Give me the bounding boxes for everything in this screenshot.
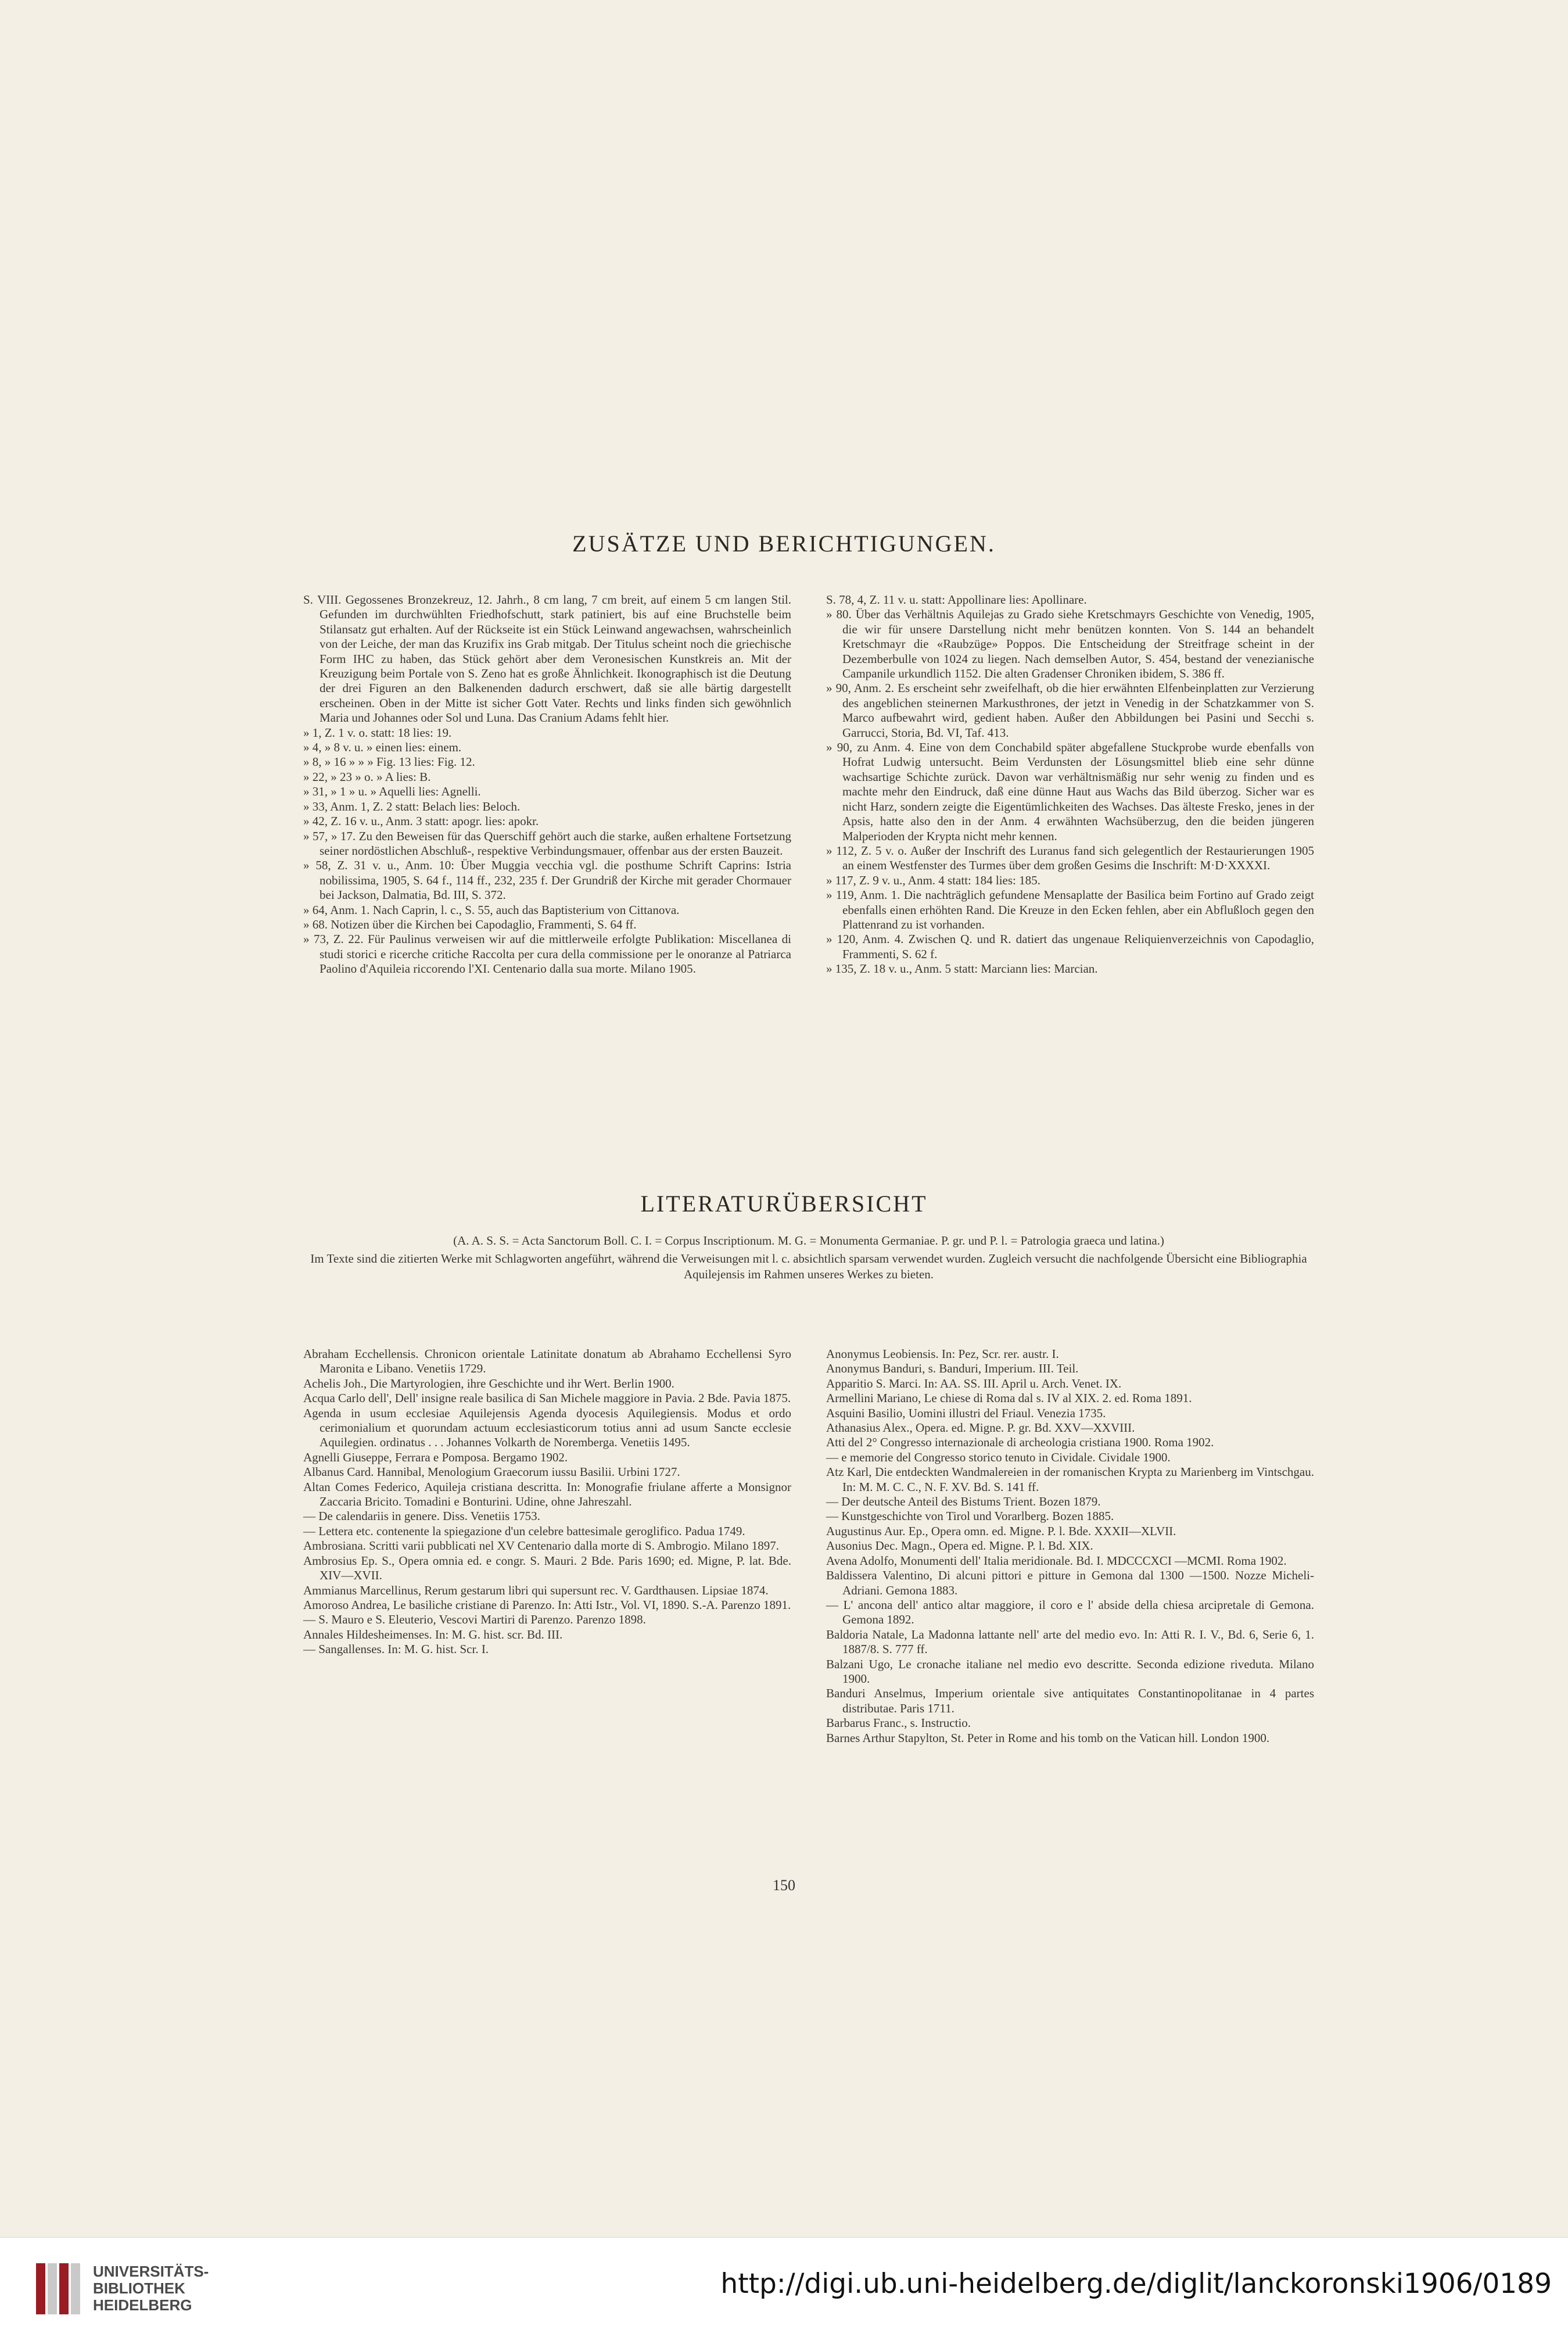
correction-entry: S. VIII. Gegossenes Bronzekreuz, 12. Jahrh., 8 cm lang, 7 cm breit, auf einem 5 cm langen Stil. Gefunden im durchwühlten Friedhofschutt, stark patiniert, bis auf eine Bruchstelle beim Stilansatz gut erhalten. Auf der Rückseite ist ein Stück Leinwand angewachsen, wahrscheinlich von der Leiche, der man das Kruzifix ins Grab mitgab. Der Titulus scheint noch die griechische Form IHC zu haben, das Stück gehört aber dem Veronesischen Kunstkreis an. Mit der Kreuzigung beim Portale von S. Zeno hat es große Ähnlichkeit. Ikonographisch ist die Deutung der drei Figuren an den Balkenenden dadurch erschwert, daß sie alle bärtig dargestellt erscheinen. Oben in der Mitte ist sicher Gott Vater. Rechts und links finden sich gewöhnlich Maria und Johannes oder Sol und Luna. Das Cranium Adams fehlt hier.: [303, 593, 791, 725]
bibliography-entry: — Kunstgeschichte von Tirol und Vorarlberg. Bozen 1885.: [826, 1509, 1114, 1524]
introduction-text: Im Texte sind die zitierten Werke mit Schlagworten angeführt, während die Verweisungen mit l. c. absichtlich sparsam verwendet wurden. Zugleich versucht die nachfolgende Übersicht eine Bibliographia Aquilejensis im Rahmen unseres Werkes zu bieten.: [310, 1252, 1307, 1281]
bibliography-entry: Athanasius Alex., Opera. ed. Migne. P. gr. Bd. XXV—XXVIII.: [826, 1421, 1135, 1435]
bibliography-entry: Ambrosius Ep. S., Opera omnia ed. e congr. S. Mauri. 2 Bde. Paris 1690; ed. Migne, P. lat. Bde. XIV—XVII.: [303, 1553, 791, 1583]
bibliography-entry: Baldissera Valentino, Di alcuni pittori e pitture in Gemona dal 1300 —1500. Nozze Micheli-Adriani. Gemona 1883.: [826, 1568, 1314, 1597]
bibliography-entry: — De calendariis in genere. Diss. Venetiis 1753.: [303, 1509, 540, 1524]
bibliography-entry: Barbarus Franc., s. Instructio.: [826, 1716, 971, 1730]
correction-entry: » 22, » 23 » o. » A lies: B.: [303, 769, 431, 784]
bibliography-entry: Barnes Arthur Stapylton, St. Peter in Rome and his tomb on the Vatican hill. London 1900.: [826, 1730, 1270, 1745]
bibliography-entry: Agnelli Giuseppe, Ferrara e Pomposa. Bergamo 1902.: [303, 1450, 568, 1464]
correction-entry: » 117, Z. 9 v. u., Anm. 4 statt: 184 lies: 185.: [826, 873, 1040, 887]
correction-entry: » 120, Anm. 4. Zwischen Q. und R. datiert das ungenaue Reliquienverzeichnis von Capodaglio, Frammenti, S. 62 f.: [826, 932, 1314, 961]
correction-entry: » 90, zu Anm. 4. Eine von dem Conchabild später abgefallene Stuckprobe wurde ebenfalls von Hofrat Ludwig untersucht. Beim Verdunsten der Lösungsmittel blieb eine sehr dünne wachsartige Schichte zurück. Davon war verhältnismäßig nur sehr wenig zu finden und es machte mehr den Eindruck, daß eine dünne Haut aus Wachs das Bild überzog. Sicher war es nicht Harz, sondern zeigte die Eigentümlichkeiten des Wachses. Das älteste Fresko, jenes in der Apsis, hatte also den in der Anm. 4 erwähnten Wachsüberzug, den die beiden jüngeren Malperioden der Krypta nicht mehr kennen.: [826, 740, 1314, 843]
bibliography-entry: Apparitio S. Marci. In: AA. SS. III. April u. Arch. Venet. IX.: [826, 1376, 1122, 1390]
correction-entry: » 42, Z. 16 v. u., Anm. 3 statt: apogr. lies: apokr.: [303, 814, 539, 829]
correction-entry: » 64, Anm. 1. Nach Caprin, l. c., S. 55, auch das Baptisterium von Cittanova.: [303, 902, 680, 917]
bibliography-entry: — Lettera etc. contenente la spiegazione d'un celebre battesimale geroglifico. Padua 1749.: [303, 1524, 745, 1538]
correction-entry: » 119, Anm. 1. Die nachträglich gefundene Mensaplatte der Basilica beim Fortino auf Grado zeigt ebenfalls einen erhöhten Rand. Die Kreuze in den Ecken fehlen, aber ein Abflußloch gegen den Plattenrand zu ist vorhanden.: [826, 888, 1314, 931]
corrections-heading: ZUSÄTZE UND BERICHTIGUNGEN.: [572, 531, 996, 557]
correction-entry: » 58, Z. 31 v. u., Anm. 10: Über Muggia vecchia vgl. die posthume Schrift Caprins: Istria nobilissima, 1905, S. 64 f., 114 ff., 232, 235 f. Der Grundriß der Kirche mit gerader Chormauer bei Jackson, Dalmatia, Bd. III, S. 372.: [303, 858, 791, 902]
correction-entry: » 90, Anm. 2. Es erscheint sehr zweifelhaft, ob die hier erwähnten Elfenbeinplatten zur Verzierung des angeblichen steinernen Markusthrones, der jetzt in Venedig in der Schatzkammer von S. Marco aufbewahrt wird, gedient haben. Außer den Abbildungen bei Pasini und Secchi s. Garrucci, Storia, Bd. VI, Taf. 413.: [826, 681, 1314, 740]
bibliography-entry: Atz Karl, Die entdeckten Wandmalereien in der romanischen Krypta zu Marienberg im Vintschgau. In: M. M. C. C., N. F. XV. Bd. S. 141 ff.: [826, 1465, 1314, 1494]
literature-left-column: [303, 1347, 791, 1657]
corrections-right-column: [826, 593, 1314, 977]
abbreviations-note: (A. A. S. S. = Acta Sanctorum Boll. C. I. = Corpus Inscriptionum. M. G. = Monumenta Germaniae. P. gr. und P. l. = Patrologia graeca und latina.): [453, 1234, 1164, 1248]
correction-entry: » 73, Z. 22. Für Paulinus verweisen wir auf die mittlerweile erfolgte Publikation: Miscellanea di studi storici e ricerche critiche Raccolta per cura della commissione per le onoranze al Patriarca Paolino d'Aquileia riccorendo l'XI. Centenario dalla sua morte. Milano 1905.: [303, 932, 791, 976]
bibliography-entry: Abraham Ecchellensis. Chronicon orientale Latinitate donatum ab Abrahamo Ecchellensi Syro Maronita e Libano. Venetiis 1729.: [303, 1347, 791, 1376]
corrections-left-column: [303, 593, 791, 977]
bibliography-entry: — Der deutsche Anteil des Bistums Trient. Bozen 1879.: [826, 1494, 1101, 1509]
library-footer: [0, 2237, 1568, 2344]
bibliography-entry: Acqua Carlo dell', Dell' insigne reale basilica di San Michele maggiore in Pavia. 2 Bde. Pavia 1875.: [303, 1391, 791, 1406]
bibliography-entry: — L' ancona dell' antico altar maggiore, il coro e l' abside della chiesa arcipretale di Gemona. Gemona 1892.: [826, 1597, 1314, 1627]
correction-entry: » 135, Z. 18 v. u., Anm. 5 statt: Marciann lies: Marcian.: [826, 962, 1098, 976]
literature-right-column: [826, 1347, 1314, 1746]
library-name-line: BIBLIOTHEK: [93, 2280, 185, 2297]
bibliography-entry: Balzani Ugo, Le cronache italiane nel medio evo descritte. Seconda edizione riveduta. Milano 1900.: [826, 1657, 1314, 1686]
bibliography-entry: Asquini Basilio, Uomini illustri del Friaul. Venezia 1735.: [826, 1406, 1106, 1420]
correction-entry: » 4, » 8 v. u. » einen lies: einem.: [303, 740, 462, 755]
correction-entry: » 57, » 17. Zu den Beweisen für das Querschiff gehört auch die starke, außen erhaltene Fortsetzung seiner nordöstlichen Abschluß-, respektive Verbindungsmauer, offenbar aus der ersten Bauzeit.: [303, 829, 791, 858]
correction-entry: » 33, Anm. 1, Z. 2 statt: Belach lies: Beloch.: [303, 799, 521, 813]
page-number: 150: [773, 1877, 795, 1894]
literature-heading: LITERATURÜBERSICHT: [640, 1191, 928, 1217]
bibliography-entry: — Sangallenses. In: M. G. hist. Scr. I.: [303, 1642, 489, 1657]
bibliography-entry: Anonymus Banduri, s. Banduri, Imperium. III. Teil.: [826, 1361, 1079, 1376]
correction-entry: » 112, Z. 5 v. o. Außer der Inschrift des Luranus fand sich gelegentlich der Restaurierungen 1905 an einem Westfenster des Turmes über dem großen Gesims die Inschrift: M·D·XXXXI.: [826, 843, 1314, 873]
library-name-line: HEIDELBERG: [93, 2296, 192, 2314]
bibliography-entry: — S. Mauro e S. Eleuterio, Vescovi Martiri di Parenzo. Parenzo 1898.: [303, 1612, 646, 1627]
bibliography-entry: Ausonius Dec. Magn., Opera ed. Migne. P. l. Bd. XIX.: [826, 1539, 1093, 1553]
bibliography-entry: Altan Comes Federico, Aquileja cristiana descritta. In: Monografie friulane afferte a Monsignor Zaccaria Bricito. Tomadini e Bonturini. Udine, ohne Jahreszahl.: [303, 1479, 791, 1509]
correction-entry: » 80. Über das Verhältnis Aquilejas zu Grado siehe Kretschmayrs Geschichte von Venedig, 1905, die wir für unsere Darstellung nicht mehr benützen konnten. Von S. 144 an behandelt Kretschmayr die «Raubzüge» Poppos. Die Entscheidung der Streitfrage scheint in der Dezemberbulle von 1024 zu liegen. Nach demselben Autor, S. 454, bestand der venezianische Campanile urkundlich 1152. Die alten Gradenser Chroniken ibidem, S. 386 ff.: [826, 607, 1314, 681]
bibliography-entry: Annales Hildesheimenses. In: M. G. hist. scr. Bd. III.: [303, 1627, 563, 1641]
source-url-link[interactable]: http://digi.ub.uni-heidelberg.de/diglit/lanckoronski1906/0189: [720, 2268, 1552, 2300]
literature-intro: [303, 1233, 1314, 1285]
bibliography-entry: Augustinus Aur. Ep., Opera omn. ed. Migne. P. l. Bde. XXXII—XLVII.: [826, 1524, 1176, 1538]
correction-entry: » 8, » 16 » » » Fig. 13 lies: Fig. 12.: [303, 755, 475, 769]
bibliography-entry: Baldoria Natale, La Madonna lattante nell' arte del medio evo. In: Atti R. I. V., Bd. 6, Serie 6, 1. 1887/8. S. 777 ff.: [826, 1627, 1314, 1657]
bibliography-entry: Ammianus Marcellinus, Rerum gestarum libri qui supersunt rec. V. Gardthausen. Lipsiae 1874.: [303, 1583, 769, 1597]
bibliography-entry: Avena Adolfo, Monumenti dell' Italia meridionale. Bd. I. MDCCCXCI —MCMI. Roma 1902.: [826, 1553, 1287, 1568]
bibliography-entry: Amoroso Andrea, Le basiliche cristiane di Parenzo. In: Atti Istr., Vol. VI, 1890. S.-A. Parenzo 1891.: [303, 1597, 791, 1612]
bibliography-entry: Albanus Card. Hannibal, Menologium Graecorum iussu Basilii. Urbini 1727.: [303, 1465, 680, 1479]
correction-entry: S. 78, 4, Z. 11 v. u. statt: Appollinare lies: Apollinare.: [826, 593, 1087, 607]
bibliography-entry: — e memorie del Congresso storico tenuto in Cividale. Cividale 1900.: [826, 1450, 1171, 1464]
bibliography-entry: Atti del 2° Congresso internazionale di archeologia cristiana 1900. Roma 1902.: [826, 1435, 1214, 1450]
bibliography-entry: Ambrosiana. Scritti varii pubblicati nel XV Centenario dalla morte di S. Ambrogio. Milano 1897.: [303, 1539, 780, 1553]
correction-entry: » 1, Z. 1 v. o. statt: 18 lies: 19.: [303, 725, 452, 740]
correction-entry: » 31, » 1 » u. » Aquelli lies: Agnelli.: [303, 784, 481, 799]
bibliography-entry: Armellini Mariano, Le chiese di Roma dal s. IV al XIX. 2. ed. Roma 1891.: [826, 1391, 1192, 1406]
library-name-line: UNIVERSITÄTS-: [93, 2263, 209, 2280]
bibliography-entry: Anonymus Leobiensis. In: Pez, Scr. rer. austr. I.: [826, 1347, 1059, 1361]
library-name: [93, 2263, 209, 2314]
correction-entry: » 68. Notizen über die Kirchen bei Capodaglio, Frammenti, S. 64 ff.: [303, 917, 637, 931]
bibliography-entry: Achelis Joh., Die Martyrologien, ihre Geschichte und ihr Wert. Berlin 1900.: [303, 1376, 674, 1390]
bibliography-entry: Banduri Anselmus, Imperium orientale sive antiquitates Constantinopolitanae in 4 partes distributae. Paris 1711.: [826, 1686, 1314, 1715]
bibliography-entry: Agenda in usum ecclesiae Aquilejensis Agenda dyocesis Aquilegiensis. Modus et ordo cerimonialium et quorundam actuum ecclesiasticorum totius anni ad usum Sancte ecclesie Aquilegien. ordinatus . . . Johannes Volkarth de Noremberga. Venetiis 1495.: [303, 1406, 791, 1450]
university-library-logo-icon: [34, 2260, 82, 2318]
